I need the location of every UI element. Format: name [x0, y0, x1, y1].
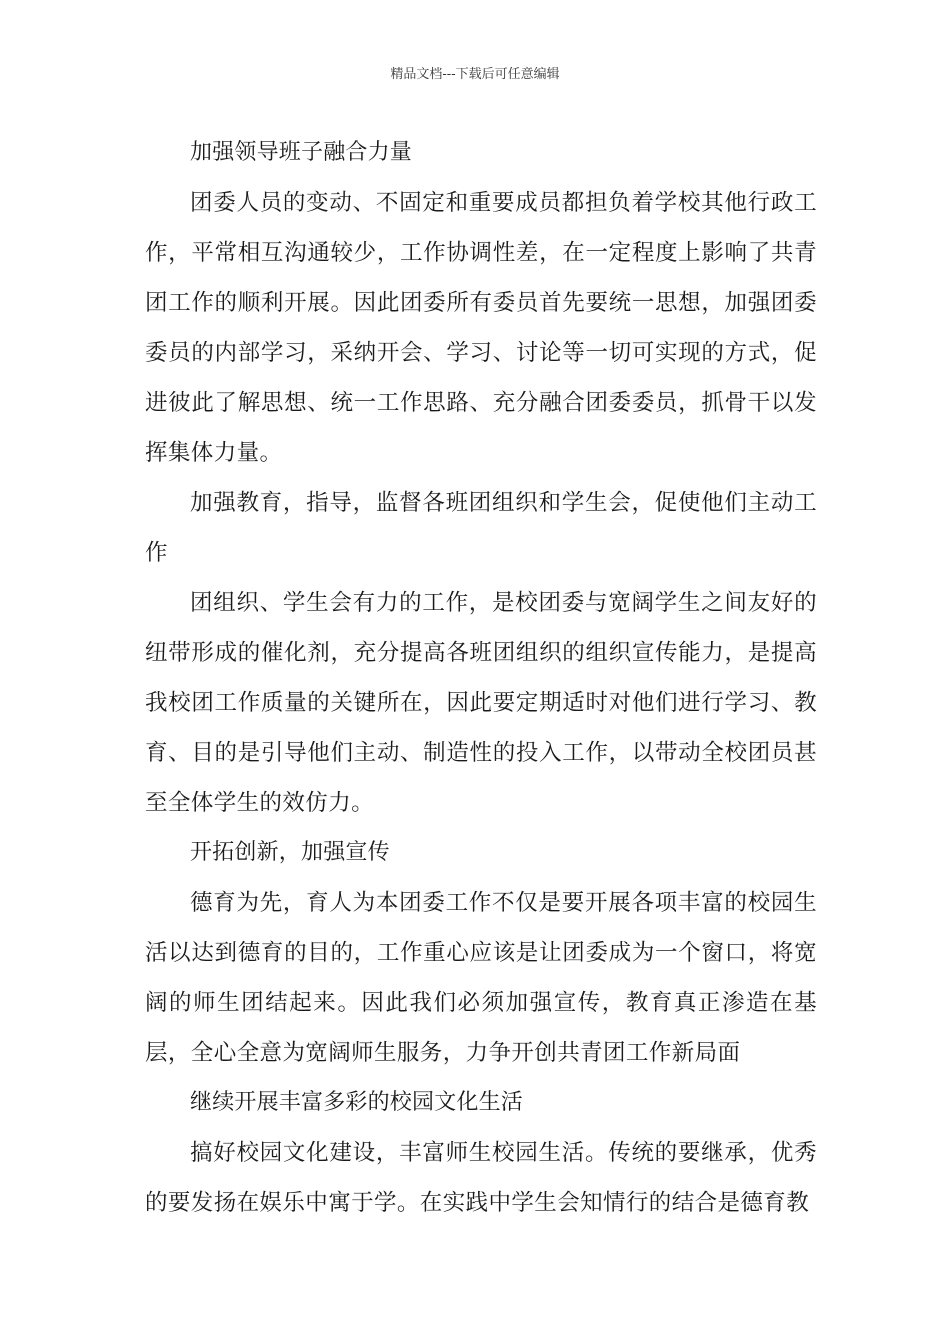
- page-header: 精品文档---下载后可任意编辑: [390, 67, 560, 82]
- section-heading-4: 继续开展丰富多彩的校园文化生活: [190, 1090, 524, 1115]
- section-heading-2: 加强教育，指导，监督各班团组织和学生会，促使他们主动工作: [145, 490, 817, 566]
- section-heading-1: 加强领导班子融合力量: [190, 140, 413, 165]
- section-paragraph-2: 团组织、学生会有力的工作，是校团委与宽阔学生之间友好的纽带形成的催化剂，充分提高各班团组织的组织宣传能力，是提高我校团工作质量的关键所在，因此要定期适时对他们进行学习、教育、目的是引导他们主动、制造性的投入工作，以带动全校团员甚至全体学生的效仿力。: [145, 590, 817, 816]
- section-heading-3: 开拓创新，加强宣传: [190, 840, 390, 865]
- section-paragraph-4: 搞好校园文化建设，丰富师生校园生活。传统的要继承，优秀的要发扬在娱乐中寓于学。在实践中学生会知情行的结合是德育教: [145, 1140, 817, 1216]
- document-body: [145, 128, 817, 1228]
- section-paragraph-3: 德育为先，育人为本团委工作不仅是要开展各项丰富的校园生活以达到德育的目的，工作重心应该是让团委成为一个窗口，将宽阔的师生团结起来。因此我们必须加强宣传，教育真正渗造在基层，全心全意为宽阔师生服务，力争开创共青团工作新局面: [145, 890, 817, 1066]
- section-paragraph-1: 团委人员的变动、不固定和重要成员都担负着学校其他行政工作，平常相互沟通较少，工作协调性差，在一定程度上影响了共青团工作的顺利开展。因此团委所有委员首先要统一思想，加强团委委员的内部学习，采纳开会、学习、讨论等一切可实现的方式，促进彼此了解思想、统一工作思路、充分融合团委委员，抓骨干以发挥集体力量。: [145, 190, 817, 466]
